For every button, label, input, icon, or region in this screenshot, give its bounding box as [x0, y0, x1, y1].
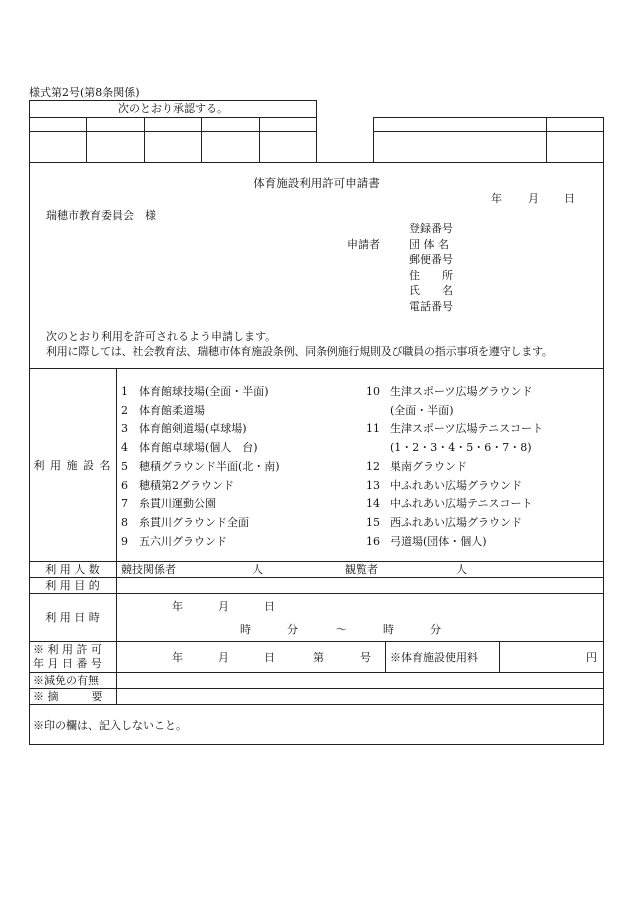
- remarks-label: ※ 摘 要: [33, 690, 103, 703]
- facility-number: 4: [121, 441, 128, 455]
- facility-name: 弓道場(団体・個人): [390, 534, 487, 548]
- fee-label: ※体育施設使用料: [390, 651, 478, 664]
- facility-number: 10: [366, 385, 380, 398]
- permit-month: 月: [218, 651, 229, 664]
- facility-number: 3: [121, 422, 128, 436]
- facility-number: 1: [121, 385, 128, 398]
- permit-label-line2: 年 月 日 番 号: [33, 657, 102, 670]
- datetime-day: 日: [264, 600, 275, 613]
- athletes-label: 競技関係者: [121, 563, 176, 576]
- permit-day: 日: [264, 651, 275, 664]
- datetime-start-minute: 分: [287, 623, 298, 636]
- facility-item: [366, 460, 467, 473]
- facility-item: [366, 479, 522, 492]
- applicant-field-address: 住 所: [409, 268, 453, 282]
- permit-go: 号: [360, 651, 371, 664]
- facility-number: 16: [366, 534, 380, 548]
- facility-item: [366, 404, 454, 417]
- facility-item: [366, 385, 533, 398]
- facility-item: [121, 385, 269, 398]
- facility-name: 西ふれあい広場グラウンド: [390, 515, 522, 529]
- permit-year: 年: [172, 651, 183, 664]
- spectators-label: 観覧者: [345, 563, 378, 576]
- facility-name: 巣南グラウンド: [390, 459, 467, 473]
- facility-number: 9: [121, 534, 128, 548]
- approval-header: 次のとおり承認する。: [118, 102, 228, 115]
- datetime-year: 年: [172, 600, 183, 613]
- applicant-field-registration: 登録番号: [409, 222, 453, 235]
- footnote: ※印の欄は、記入しないこと。: [33, 719, 187, 732]
- form-title: 体育施設利用許可申請書: [253, 176, 380, 190]
- applicant-field-phone: 電話番号: [409, 299, 453, 313]
- facility-number: 14: [366, 497, 380, 511]
- datetime-tilde: 〜: [336, 623, 347, 636]
- applicant-field-postal: 郵便番号: [409, 253, 453, 266]
- facility-name: 生津スポーツ広場グラウンド: [390, 385, 533, 398]
- facility-item: [121, 441, 258, 454]
- applicant-field-name: 氏 名: [409, 284, 453, 297]
- facility-name: 五六川グラウンド: [139, 534, 227, 548]
- facility-item: [366, 535, 487, 548]
- purpose-label: 利 用 目 的: [45, 579, 100, 592]
- reduction-label: ※減免の有無: [33, 674, 99, 687]
- facility-name: 体育館球技場(全面・半面): [139, 385, 269, 398]
- date-day-label: 日: [564, 192, 575, 205]
- permit-dai: 第: [313, 651, 324, 664]
- form-number: 様式第2号(第8条関係): [29, 86, 140, 99]
- facility-item: [366, 422, 543, 435]
- applicant-label: 申請者: [347, 238, 380, 251]
- facility-item: [121, 460, 280, 473]
- facility-name: 体育館剣道場(卓球場): [139, 422, 247, 436]
- datetime-end-hour: 時: [383, 623, 394, 636]
- facility-item: [121, 422, 247, 435]
- facility-item: [121, 535, 227, 548]
- facility-name: (全面・半面): [390, 403, 454, 417]
- datetime-end-minute: 分: [430, 623, 441, 636]
- datetime-label: 利 用 日 時: [45, 611, 100, 624]
- facility-number: 5: [121, 459, 128, 473]
- spectators-unit: 人: [456, 563, 467, 576]
- facility-number: 8: [121, 515, 128, 529]
- facility-number: 2: [121, 403, 128, 417]
- facility-number: 15: [366, 515, 380, 529]
- facility-number: 12: [366, 459, 380, 473]
- facility-number: 7: [121, 497, 128, 511]
- fee-yen: 円: [586, 651, 597, 664]
- facility-name: (1・2・3・4・5・6・7・8): [390, 441, 532, 455]
- facility-name: 体育館柔道場: [139, 403, 205, 417]
- facility-name: 中ふれあい広場グラウンド: [390, 478, 522, 492]
- facility-number: 13: [366, 478, 380, 492]
- addressee: 瑞穂市教育委員会 様: [46, 209, 156, 222]
- facility-name: 体育館卓球場(個人 台): [139, 441, 258, 455]
- facility-item: [366, 516, 522, 529]
- facility-name: 中ふれあい広場テニスコート: [390, 497, 533, 511]
- permit-label-line1: ※ 利 用 許 可: [33, 643, 102, 656]
- compliance-text: 利用に際しては、社会教育法、瑞穂市体育施設条例、同条例施行規則及び職員の指示事項を遵守します。: [46, 345, 553, 358]
- facility-item: [121, 479, 234, 492]
- facility-name: 糸貫川グラウンド全面: [139, 515, 249, 529]
- facility-name: 穂積グラウンド半面(北・南): [139, 459, 280, 473]
- facility-number: 11: [366, 422, 380, 436]
- datetime-month: 月: [218, 600, 229, 613]
- facility-name: 糸貫川運動公園: [139, 497, 216, 511]
- facility-item: [121, 516, 249, 529]
- users-label: 利 用 人 数: [45, 563, 100, 576]
- facility-item: [366, 441, 532, 454]
- date-month-label: 月: [528, 192, 539, 205]
- applicant-field-group: 団 体 名: [409, 237, 449, 251]
- facility-number: 6: [121, 478, 128, 492]
- facility-item: [121, 497, 216, 510]
- facility-name: 穂積第2グラウンド: [139, 478, 234, 492]
- facility-name: 生津スポーツ広場テニスコート: [390, 422, 544, 436]
- datetime-start-hour: 時: [240, 623, 251, 636]
- facilities-label: 利 用 施 設 名: [33, 459, 112, 472]
- facility-item: [366, 497, 533, 510]
- request-text: 次のとおり利用を許可されるよう申請します。: [46, 330, 277, 343]
- date-year-label: 年: [491, 192, 502, 205]
- facility-item: [121, 404, 205, 417]
- athletes-unit: 人: [252, 563, 263, 576]
